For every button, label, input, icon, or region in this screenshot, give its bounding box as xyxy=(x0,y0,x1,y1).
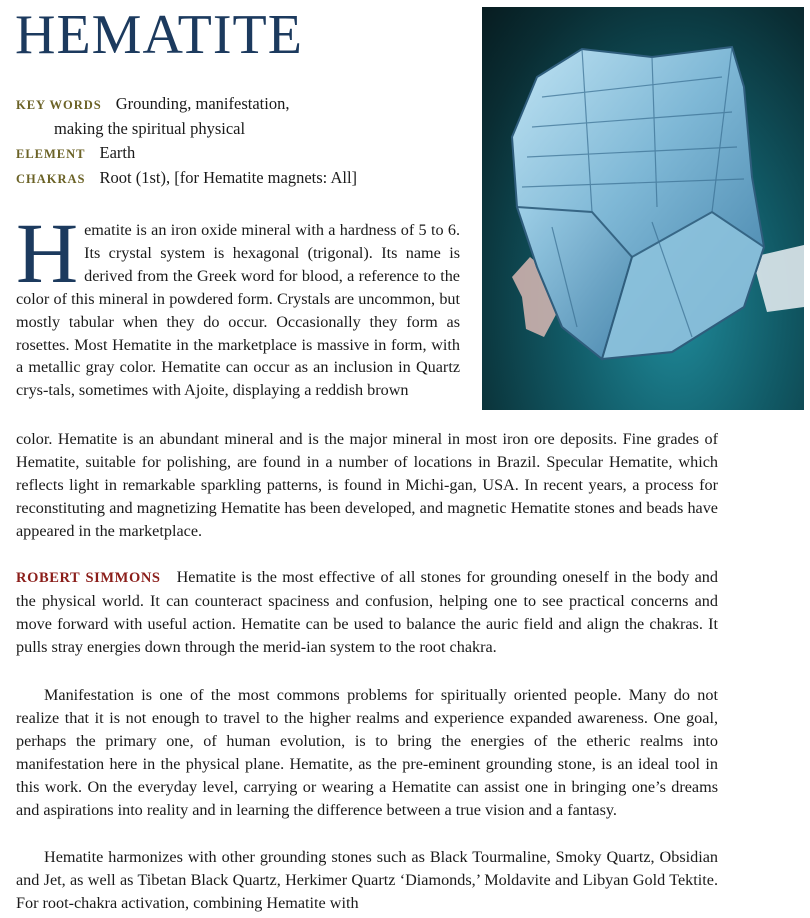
stone-attributes xyxy=(16,92,476,191)
element-value: Earth xyxy=(99,143,136,162)
chakras-label: CHAKRAS xyxy=(16,172,86,186)
element-row xyxy=(16,141,476,166)
robert-simmons-paragraph-3 xyxy=(16,846,718,915)
robert-simmons-paragraph-2 xyxy=(16,684,718,821)
author-name: ROBERT SIMMONS xyxy=(16,570,161,586)
keywords-value-line2: making the spiritual physical xyxy=(54,119,246,138)
chakras-row xyxy=(16,166,476,191)
hematite-crystal-illustration xyxy=(482,7,804,410)
robert-simmons-section xyxy=(16,566,718,659)
robert-simmons-text-1: Hematite is the most effective of all stones for grounding oneself in the body and the physical world. It can counteract spaciness and confusion, helping one to see practical concerns and move forward with useful action. Hematite can be used to balance the auric field and align the chakras. It pulls stray energies down through the merid-ian system to the root chakra. xyxy=(16,568,718,656)
robert-simmons-text-2: Manifestation is one of the most commons problems for spiritually oriented people. Many do not realize that it is not enough to travel to the higher realms and experience expanded awareness. One goal, perhaps the primary one, of human evolution, is to bring the energies of the etheric realms into manifestation here in the physical plane. Hematite, as the pre-eminent grounding stone, is an ideal tool in this work. On the everyday level, carrying or wearing a Hematite can assist one in bringing one’s dreams and aspirations into reality and in learning the difference between a true vision and a fantasy. xyxy=(16,686,718,819)
keywords-row xyxy=(16,92,476,117)
intro-continuation xyxy=(16,428,718,543)
keywords-value-line1: Grounding, manifestation, xyxy=(115,94,290,113)
robert-simmons-text-3: Hematite harmonizes with other grounding stones such as Black Tourmaline, Smoky Quartz, Obsidian and Jet, as well as Tibetan Black Quartz, Herkimer Quartz ‘Diamonds,’ Moldavite and Libyan Gold Tektite. For root-chakra activation, combining Hematite with xyxy=(16,848,718,912)
chakras-value: Root (1st), [for Hematite magnets: All] xyxy=(99,168,358,187)
robert-simmons-paragraph-1 xyxy=(16,566,718,659)
page-title: HEMATITE xyxy=(15,4,303,66)
keywords-label: KEY WORDS xyxy=(16,98,102,112)
intro-paragraph xyxy=(16,205,460,402)
intro-text: ematite is an iron oxide mineral with a hardness of 5 to 6. Its crystal system is hexagonal (trigonal). Its name is derived from the Greek word for blood, a reference to the color of this mineral in powdered form. Crystals are uncommon, but mostly tabular when they do occur. Occasionally they form as rosettes. Most Hematite in the marketplace is massive in form, with a metallic gray color. Hematite can occur as an inclusion in Quartz crys-tals, sometimes with Ajoite, displaying a reddish brown xyxy=(16,221,460,400)
hematite-crystal-photo xyxy=(482,7,804,410)
intro-continuation-text: color. Hematite is an abundant mineral and is the major mineral in most iron ore deposits. Fine grades of Hematite, suitable for polishing, are found in a number of locations in Brazil. Specular Hematite, which reflects light in remarkable sparkling patterns, is found in Michi-gan, USA. In recent years, a process for reconstituting and magnetizing Hematite has been developed, and magnetic Hematite stones and beads have appeared in the marketplace. xyxy=(16,430,718,540)
drop-cap: H xyxy=(16,205,79,301)
element-label: ELEMENT xyxy=(16,147,86,161)
